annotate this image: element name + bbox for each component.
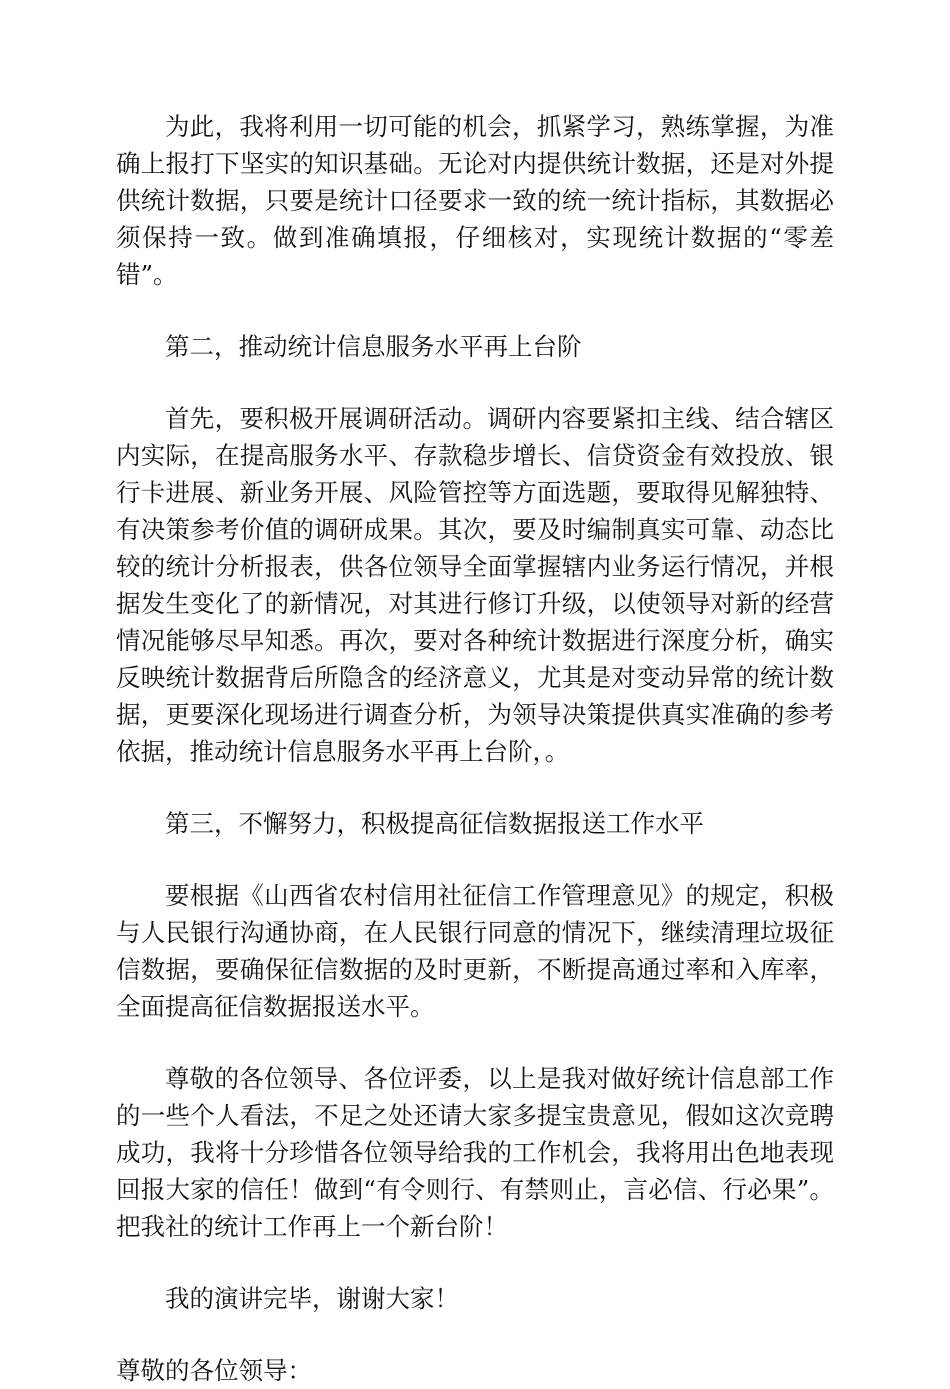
- paragraph-closing-remarks: 尊敬的各位领导、各位评委，以上是我对做好统计信息部工作的一些个人看法，不足之处还请大家多提宝贵意见，假如这次竞聘成功，我将十分珍惜各位领导给我的工作机会，我将用出色地表现回报大家的信任！做到“有令则行、有禁则止，言必信、行必果”。把我社的统计工作再上一个新台阶！: [116, 1064, 834, 1241]
- paragraph-research: 首先，要积极开展调研活动。调研内容要紧扣主线、结合辖区内实际，在提高服务水平、存款稳步增长、信贷资金有效投放、银行卡进展、新业务开展、风险管控等方面选题，要取得见解独特、有决策参考价值的调研成果。其次，要及时编制真实可靠、动态比较的统计分析报表，供各位领导全面掌握辖内业务运行情况，并根据发生变化了的新情况，对其进行修订升级，以使领导对新的经营情况能够尽早知悉。再次，要对各种统计数据进行深度分析，确实反映统计数据背后所隐含的经济意义，尤其是对变动异常的统计数据，更要深化现场进行调查分析，为领导决策提供真实准确的参考依据，推动统计信息服务水平再上台阶，。: [116, 404, 834, 766]
- document-body: [116, 108, 834, 1389]
- paragraph-thanks: 我的演讲完毕，谢谢大家！: [165, 1284, 459, 1313]
- heading-second-point: 第二，推动统计信息服务水平再上台阶: [165, 332, 582, 361]
- paragraph-salutation: 尊敬的各位领导：: [116, 1356, 312, 1385]
- paragraph-credit-reporting: 要根据《山西省农村信用社征信工作管理意见》的规定，积极与人民银行沟通协商，在人民银行同意的情况下，继续清理垃圾征信数据，要确保征信数据的及时更新，不断提高通过率和入库率，全面提高征信数据报送水平。: [116, 881, 834, 1021]
- heading-third-point: 第三，不懈努力，积极提高征信数据报送工作水平: [165, 809, 704, 838]
- paragraph-study-plan: 为此，我将利用一切可能的机会，抓紧学习，熟练掌握，为准确上报打下坚实的知识基础。无论对内提供统计数据，还是对外提供统计数据，只要是统计口径要求一致的统一统计指标，其数据必须保持一致。做到准确填报，仔细核对，实现统计数据的“零差错”。: [116, 112, 834, 289]
